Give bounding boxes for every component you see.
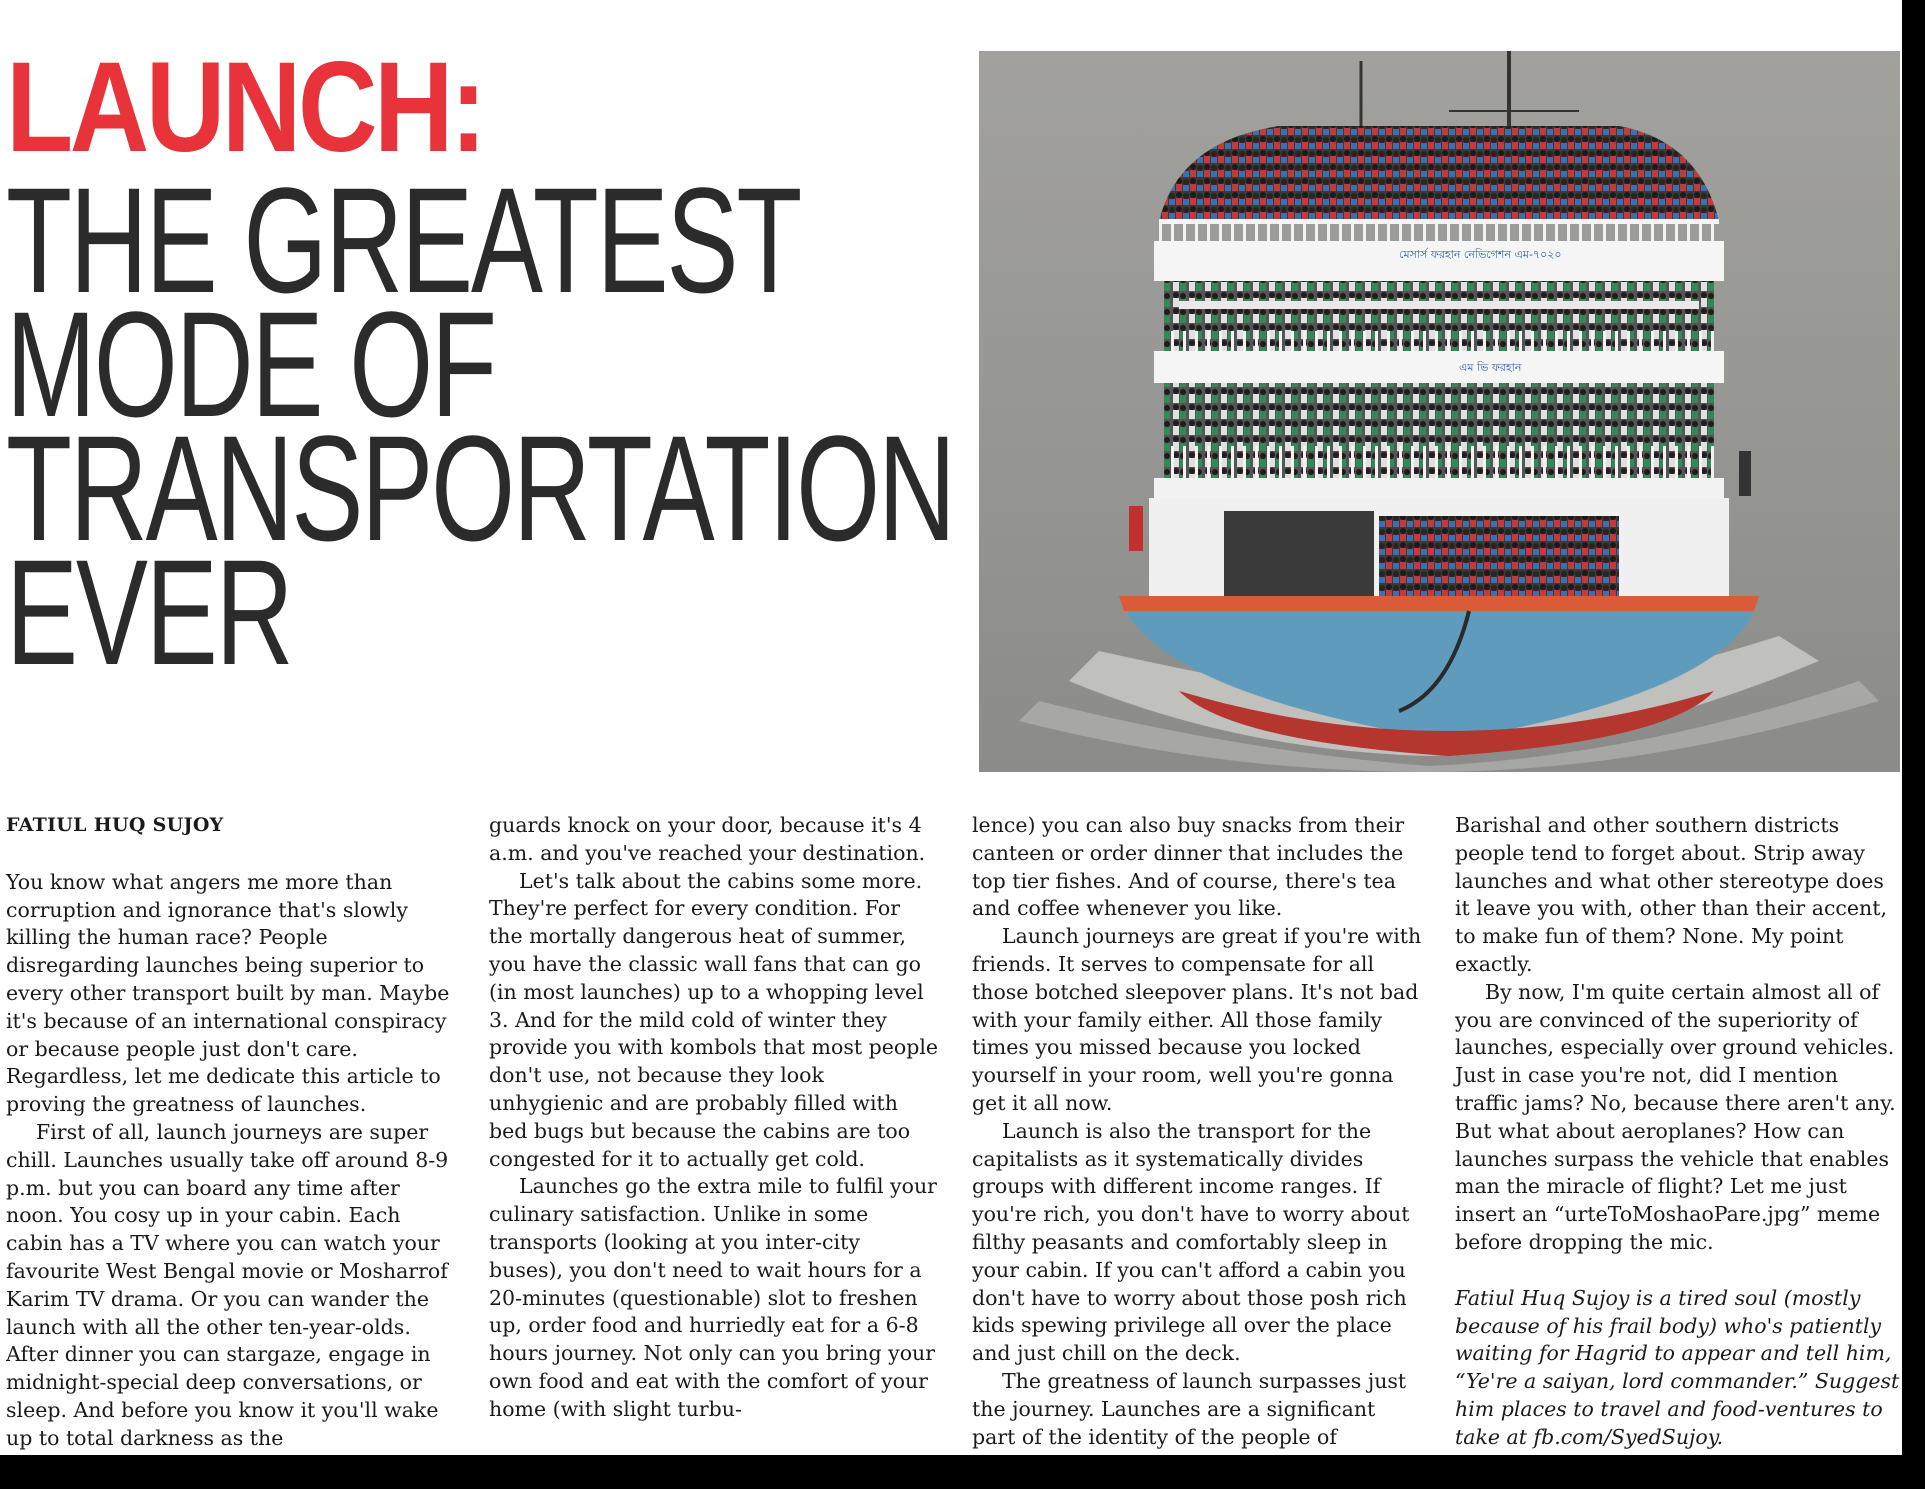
paragraph: You know what angers me more than corruption and ignorance that's slowly killing the human race? People disregarding launches being superior to every other transport built by man. Maybe it's because of an international conspiracy or because people just don't care. Regardless, let me dedicate this article to proving the greatness of launches.	[6, 869, 450, 1117]
paragraph: Launches go the extra mile to fulfil your culinary satisfaction. Unlike in some transports (looking at you inter-city buses), you don't need to wait hours for a 20-minutes (questionable) slot to freshen up, order food and hurriedly eat for a 6-8 hours journey. Not only can you bring your own food and eat with the comfort of your home (with slight turbu-	[489, 1174, 937, 1421]
paragraph: Launch is also the transport for the capitalists as it systematically divides groups with different income ranges. If you're rich, you don't have to worry about filthy peasants and comfortably sleep in your cabin. If you can't afford a cabin you don't have to worry about those posh rich kids spewing privilege all over the place and just chill on the deck.	[972, 1118, 1410, 1366]
headline-kicker: LAUNCH:	[6, 36, 484, 179]
paragraph: First of all, launch journeys are super chill. Launches usually take off around 8-9 p.m. but you can board any time after noon. You cosy up in your cabin. Each cabin has a TV where you can watch your favourite West Bengal movie or Mosharrof Karim TV drama. Or you can wander the launch with all the other ten-year-olds. After dinner you can stargaze, engage in midnight-special deep conversations, or sleep. And before you know it you'll wake up to total darkness as the	[6, 1119, 449, 1450]
boat-sign-top: মেসার্স ফরহান নেভিগেশন এম-৭০২০	[1399, 248, 1562, 261]
headline-line-1: THE GREATEST	[6, 156, 801, 324]
article-column-2	[489, 812, 939, 1424]
headline	[6, 36, 966, 696]
headline-line-4: EVER	[6, 528, 292, 696]
article-column-4	[1455, 812, 1902, 1452]
launch-boat-photo	[979, 51, 1900, 772]
boat-sign-mid: এম ভি ফরহান	[1459, 361, 1522, 374]
paragraph: The greatness of launch surpasses just the journey. Launches are a significant part of the identity of the people of	[972, 1368, 1407, 1449]
paragraph: lence) you can also buy snacks from their canteen or order dinner that includes the top tier fishes. And of course, there's tea and coffee whenever you like.	[972, 813, 1405, 921]
paragraph: Barishal and other southern districts people tend to forget about. Strip away launches and what other stereotype does it leave you with, other than their accent, to make fun of them? None. My point exactly.	[1455, 813, 1888, 976]
headline-line-2: MODE OF	[6, 280, 495, 448]
headline-line-3: TRANSPORTATION	[6, 404, 954, 572]
article-column-3	[972, 812, 1422, 1451]
paragraph: By now, I'm quite certain almost all of you are convinced of the superiority of launches, especially over ground vehicles. Just in case you're not, did I mention traffic jams? No, because there aren't any. But what about aeroplanes? How can launches surpass the vehicle that enables man the miracle of flight? Let me just insert an “urteToMoshaoPare.jpg” meme before dropping the mic.	[1455, 979, 1896, 1254]
author-bio: Fatiul Huq Sujoy is a tired soul (mostly because of his frail body) who's patiently waiting for Hagrid to appear and tell him, “Ye're a saiyan, lord commander.” Suggest him places to travel and food-ventures to take at fb.com/SyedSujoy.	[1455, 1285, 1900, 1449]
launch-boat-illustration	[979, 51, 1900, 772]
paragraph: Launch journeys are great if you're with friends. It serves to compensate for all those botched sleepover plans. It's not bad with your family either. All those family times you missed because you locked yourself in your room, well you're gonna get it all now.	[972, 924, 1422, 1115]
paragraph: Let's talk about the cabins some more. They're perfect for every condition. For the mortally dangerous heat of summer, you have the classic wall fans that can go (in most launches) up to a whopping level 3. And for the mild cold of winter they provide you with kombols that most people don't use, not because they look unhygienic and are probably filled with bed bugs but because the cabins are too congested for it to actually get cold.	[489, 868, 939, 1171]
paragraph: guards knock on your door, because it's 4 a.m. and you've reached your destination.	[489, 813, 926, 865]
article-column-1	[6, 812, 456, 1453]
byline: FATIUL HUQ SUJOY	[6, 814, 224, 836]
